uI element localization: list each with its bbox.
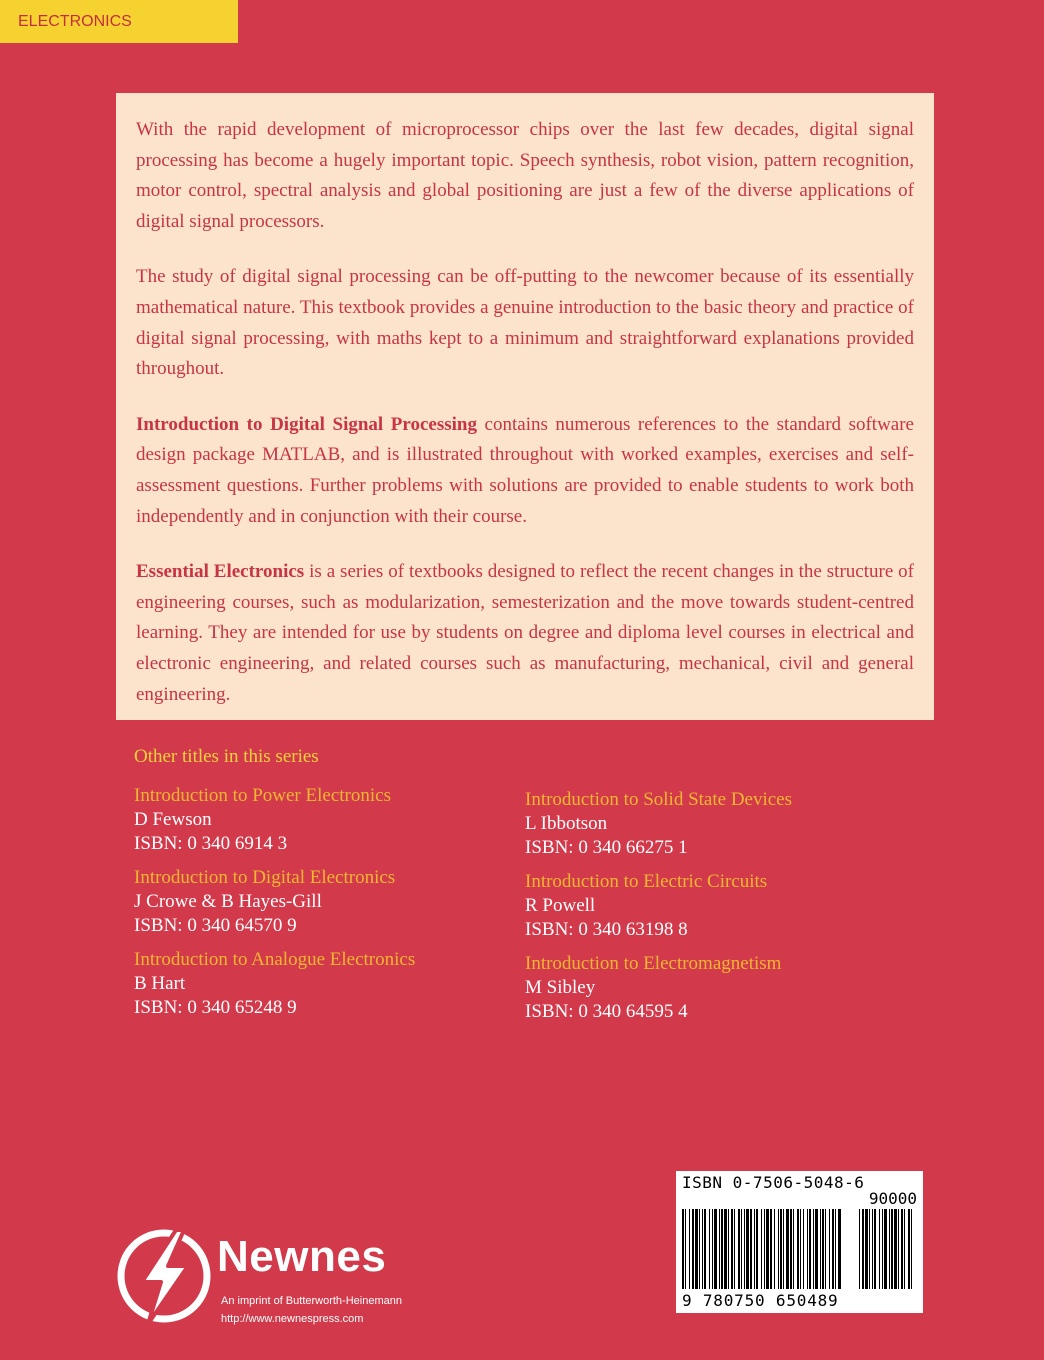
barcode-digits: 9 780750 650489 — [682, 1291, 839, 1310]
book-title: Introduction to Digital Electronics — [134, 867, 396, 888]
barcode-bars — [682, 1209, 916, 1289]
book-title: Introduction to Solid State Devices — [525, 789, 793, 810]
book-title: Introduction to Electric Circuits — [525, 871, 768, 892]
lightning-bolt-icon — [114, 1226, 214, 1326]
description-panel — [116, 93, 934, 720]
series-list-left — [134, 784, 514, 1030]
publisher-url[interactable]: http://www.newnespress.com — [221, 1313, 364, 1325]
isbn-barcode — [676, 1171, 923, 1313]
paragraph-3-text: contains numerous references to the standard software design package MATLAB, and is illustrated throughout with worked examples, exercises and self-assessment questions. Further problems with solutions are provided to enable students to work both independently and in conjunction with their course. — [136, 413, 914, 527]
book-author: J Crowe & B Hayes-Gill — [134, 891, 322, 912]
book-isbn: ISBN: 0 340 66275 1 — [525, 837, 688, 858]
book-isbn: ISBN: 0 340 65248 9 — [134, 997, 297, 1018]
publisher-name: Newnes — [217, 1232, 387, 1281]
description-paragraph-3 — [136, 410, 914, 532]
barcode-isbn: ISBN 0-7506-5048-6 — [682, 1173, 865, 1192]
series-list-right — [525, 788, 905, 1034]
book-author: D Fewson — [134, 809, 212, 830]
barcode-price-code: 90000 — [868, 1189, 917, 1208]
series-heading: Other titles in this series — [134, 746, 319, 767]
book-title-emphasis: Introduction to Digital Signal Processing — [136, 413, 477, 435]
description-paragraph-2: The study of digital signal processing can be off-putting to the newcomer because of its essentially mathematical nature. This textbook provides a genuine introduction to the basic theory and practice of digital signal processing, with maths kept to a minimum and straightforward explanations provided throughout. — [136, 266, 914, 380]
book-author: L Ibbotson — [525, 813, 608, 834]
category-label: ELECTRONICS — [18, 13, 132, 30]
series-book — [525, 870, 905, 942]
category-tag — [0, 0, 238, 43]
series-name-emphasis: Essential Electronics — [136, 561, 305, 583]
publisher-imprint: An imprint of Butterworth-Heinemann — [221, 1295, 402, 1307]
series-book — [525, 952, 905, 1024]
book-isbn: ISBN: 0 340 64595 4 — [525, 1001, 688, 1022]
book-title: Introduction to Analogue Electronics — [134, 949, 416, 970]
series-book — [525, 788, 905, 860]
publisher-logo — [114, 1220, 434, 1330]
series-book — [134, 866, 514, 938]
series-book — [134, 948, 514, 1020]
description-paragraph-1: With the rapid development of microprocessor chips over the last few decades, digital signal processing has become a hugely important topic. Speech synthesis, robot vision, pattern recognition, motor control, spectral analysis and global positioning are just a few of the diverse applications of digital signal processors. — [136, 119, 914, 232]
book-author: R Powell — [525, 895, 596, 916]
book-isbn: ISBN: 0 340 64570 9 — [134, 915, 297, 936]
book-isbn: ISBN: 0 340 63198 8 — [525, 919, 688, 940]
paragraph-4-text: is a series of textbooks designed to reflect the recent changes in the structure of engineering courses, such as modularization, semesterization and the move towards student-centred learning. They are intended for use by students on degree and diploma level courses in electrical and electronic engineering, and related courses such as manufacturing, mechanical, civil and general engineering. — [136, 561, 914, 705]
book-author: B Hart — [134, 973, 186, 994]
description-paragraph-4 — [136, 557, 914, 710]
series-book — [134, 784, 514, 856]
book-title: Introduction to Electromagnetism — [525, 953, 782, 974]
book-title: Introduction to Power Electronics — [134, 785, 391, 806]
book-author: M Sibley — [525, 977, 596, 998]
book-isbn: ISBN: 0 340 6914 3 — [134, 833, 288, 854]
